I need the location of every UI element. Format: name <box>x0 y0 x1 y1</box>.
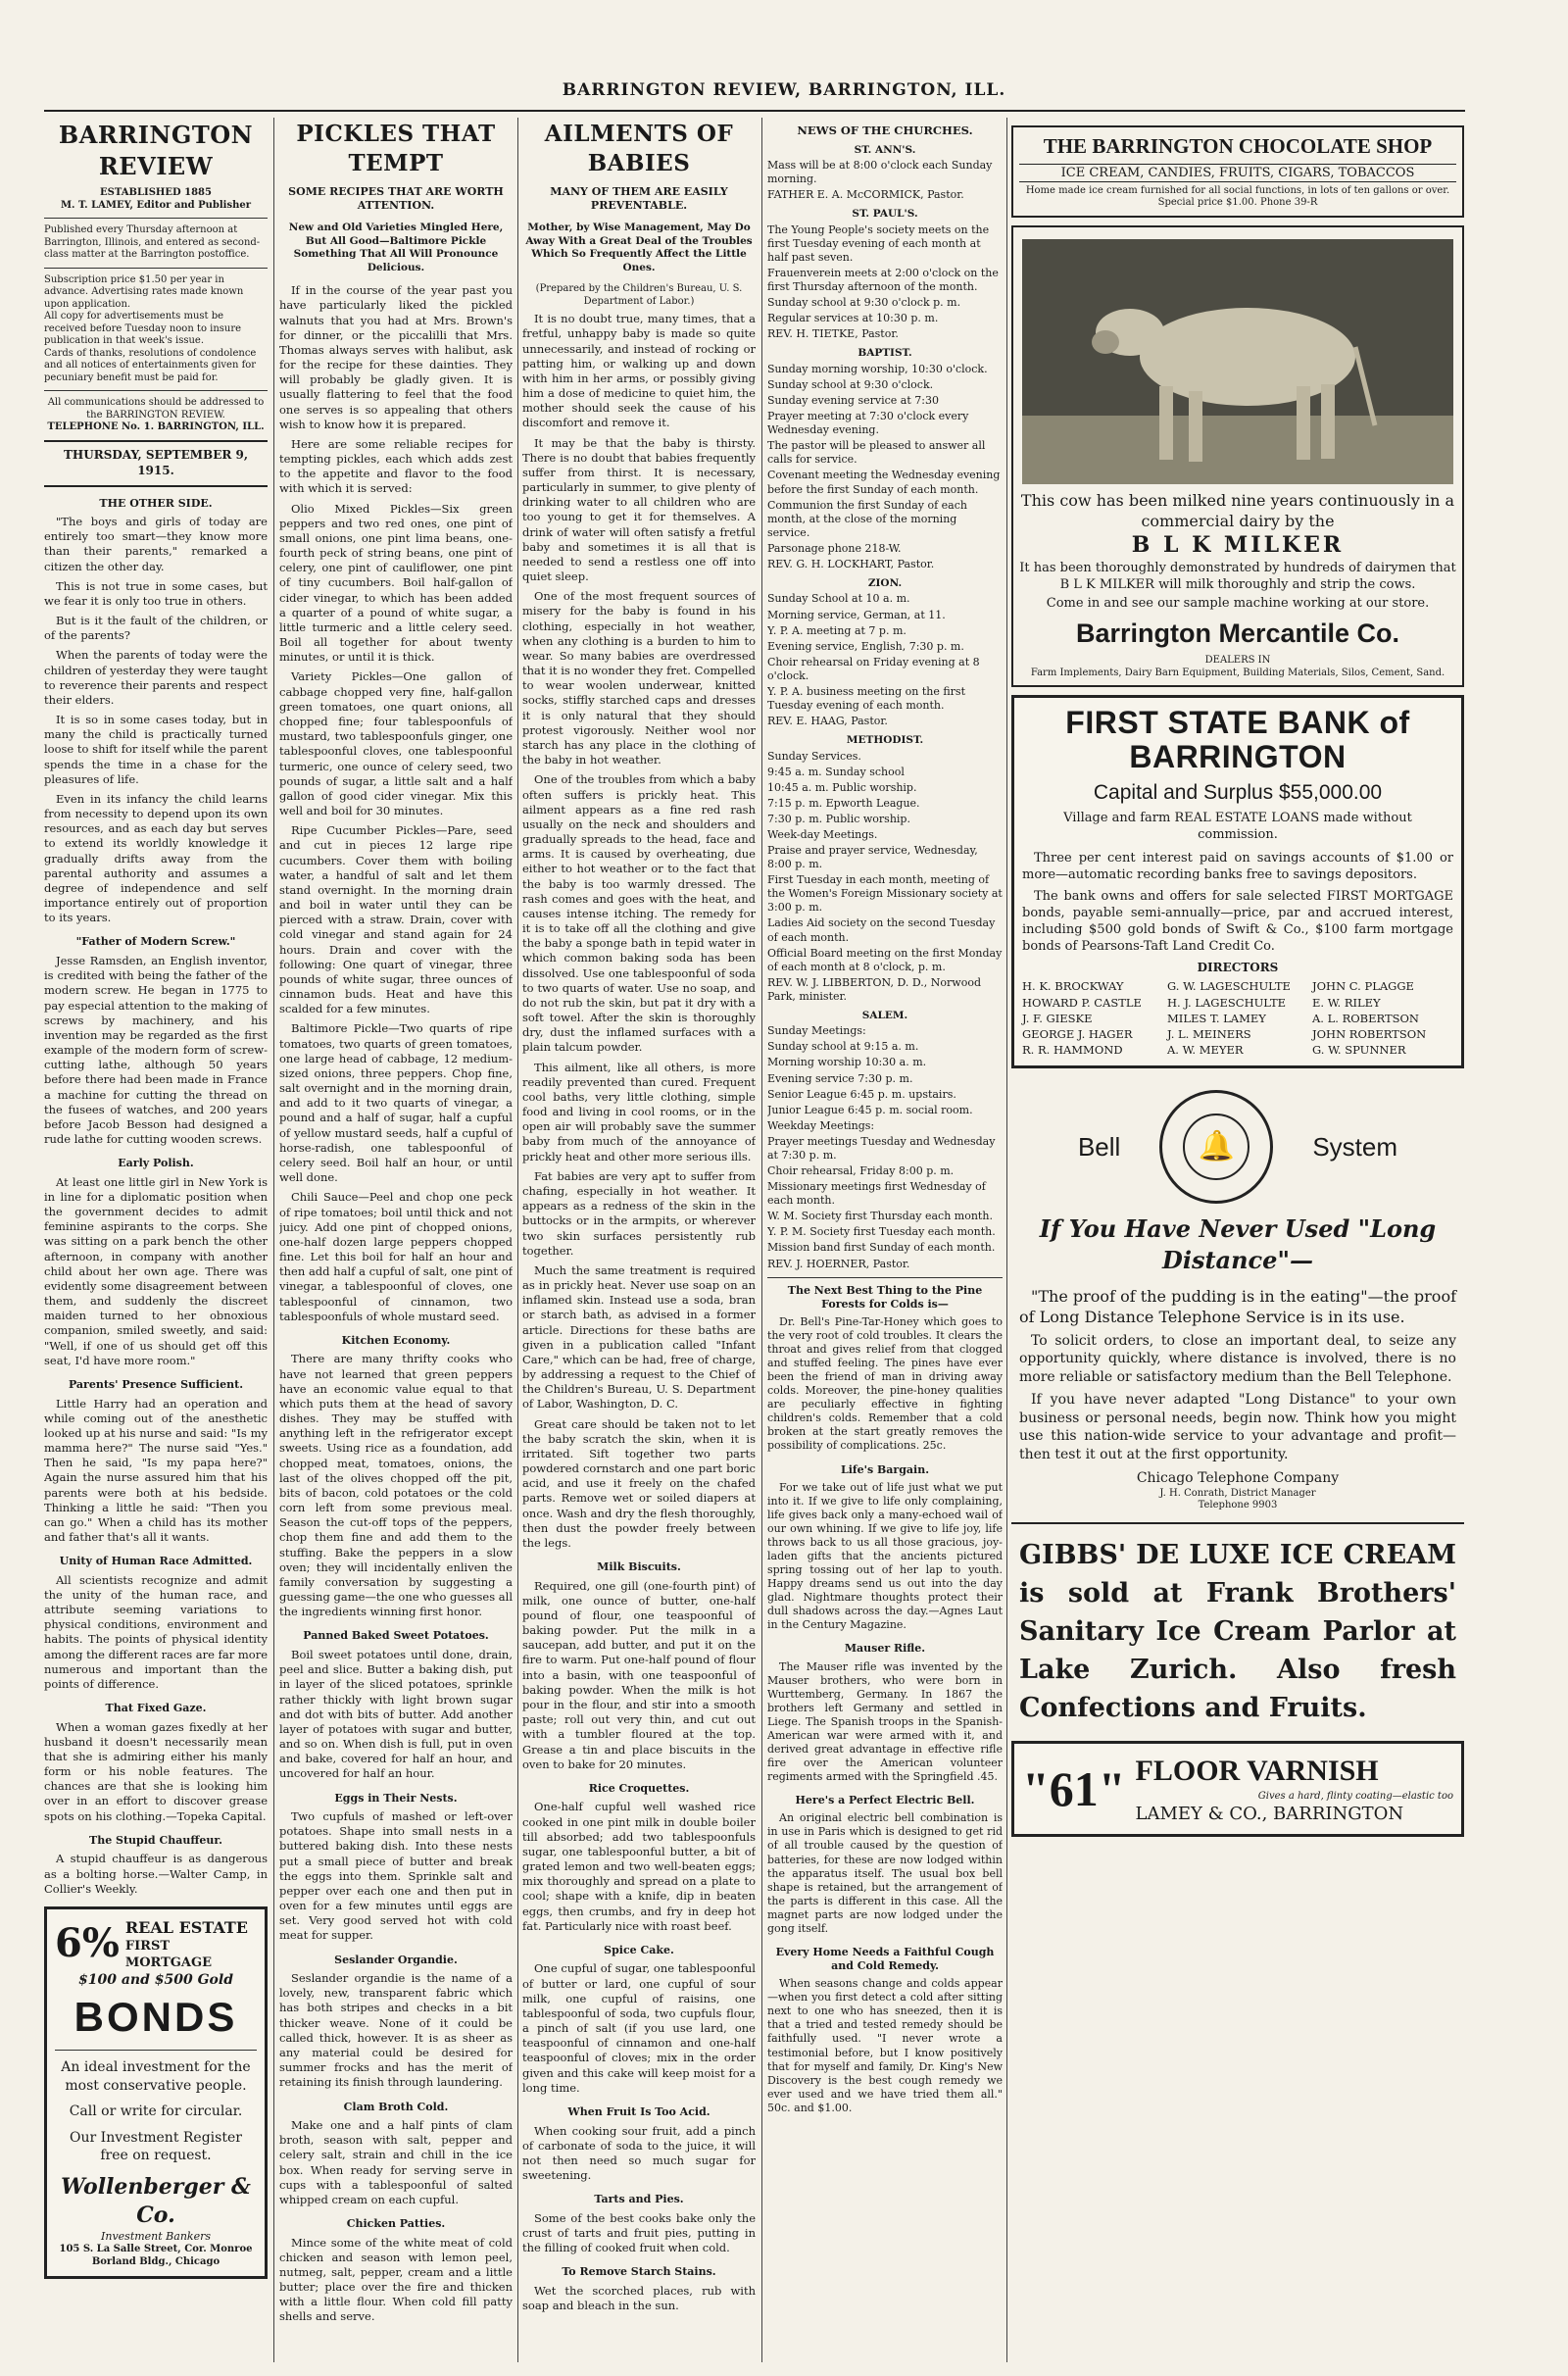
church-line: Ladies Aid society on the second Tuesday of each month. <box>767 916 996 944</box>
paragraph: Some of the best cooks bake only the crust of tarts and fruit pies, putting in the filling of cooked fruit when cold. <box>522 2210 756 2255</box>
mercantile-firm: Barrington Mercantile Co. <box>1075 618 1400 648</box>
mercantile-goods: Farm Implements, Dairy Barn Equipment, Building Materials, Silos, Cement, Sand. <box>1030 667 1446 678</box>
bond-percent: 6% <box>55 1920 120 1967</box>
bank-directors-grid <box>1022 979 1453 1058</box>
church-line: Evening service 7:30 p. m. <box>767 1071 913 1085</box>
column-rule <box>761 118 762 2362</box>
church-line: Sunday school at 9:15 a. m. <box>767 1040 919 1054</box>
church-line: Communion the first Sunday of each month, at the close of the morning service. <box>767 498 967 539</box>
paragraph: For we take out of life just what we put into it. If we give to life only complaining, life gives back only a many-echoed wail of our own whining. If we give to life joy, life throws back to us all those gracious, joy-laden gifts that the ancients pictured spring tossing out of her lap to youth. Happy dreams send us out into the day glad. Nightmare thoughts protect their dull shadows across the day.—Agnes Laut in the Century Magazine. <box>767 1480 1003 1632</box>
church-line: Y. P. M. Society first Tuesday each month. <box>767 1225 996 1239</box>
bell-p2: If you have never adapted "Long Distance" to your own business or personal needs, begin now. Think how you might use this nation-wide service to your advantage and profit—then test it out at the first opportunity. <box>1019 1392 1456 1462</box>
article-title: Milk Biscuits. <box>597 1560 681 1574</box>
bond-advertisement <box>44 1906 268 2279</box>
bell-system-row <box>1019 1090 1456 1204</box>
paragraph: But is it the fault of the children, or of the parents? <box>44 614 268 643</box>
article-title: "Father of Modern Screw." <box>75 935 236 949</box>
paragraph: It is no doubt true, many times, that a fretful, unhappy baby is made so quite unnecessarily, and instead of rocking or patting him, or walking up and down with him in her arms, or possibly giving him a dose of medicine to quiet him, the mother should seek the cause of his discomfort and remove it. <box>522 312 756 430</box>
church-line: Sunday school at 9:30 o'clock. <box>767 377 934 391</box>
mercantile-dealers: DEALERS IN <box>1204 655 1271 667</box>
church-line: 7:30 p. m. Public worship. <box>767 812 910 825</box>
paragraph: It may be that the baby is thirsty. There is no doubt that babies frequently suffer from thirst. It is necessary, particularly in summer, to give plenty of drinking water to all children who are too young to get it for themselves. A drink of water will often satisfy a fretful baby and sometimes it is all that is needed to send a restless one off into quiet sleep. <box>522 435 756 584</box>
bell-quote: "The proof of the pudding is in the eating"—the proof of Long Distance Telephone Service is in its use. <box>1019 1286 1456 1326</box>
milker-caption: This cow has been milked nine years continuously in a commercial dairy by the <box>1020 490 1455 530</box>
director-name: R. R. HAMMOND <box>1022 1043 1123 1058</box>
church-line: Sunday Meetings: <box>767 1024 866 1038</box>
paragraph: An original electric bell combination is in use in Paris which is designed to get rid of all trouble caused by the question of batteries, for these are now lodged within the apparatus itself. The usual box bell shape is retained, but the arrangement of the parts is different in this case. All the magnet parts are now lodged under the gong itself. <box>767 1811 1003 1935</box>
varnish-tagline: Gives a hard, flinty coating—elastic too <box>1257 1790 1453 1802</box>
director-name: J. L. MEINERS <box>1167 1026 1251 1041</box>
paragraph: Even in its infancy the child learns from necessity to depend upon its own resources, and as each day but serves to extend its worldly knowledge it gradually drifts away from the parental authority and assumes a degree of independence and self importance entirely out of proportion to its years. <box>44 791 268 925</box>
bank-loans: Village and farm REAL ESTATE LOANS made without commission. <box>1063 811 1412 843</box>
paragraph: All scientists recognize and admit the unity of the human race, and attribute seeming variations to physical conditions, environment and habits. The points of physical identity among the different races are far more numerous and important than the points of difference. <box>44 1572 268 1691</box>
paragraph: Baltimore Pickle—Two quarts of ripe tomatoes, two quarts of green tomatoes, one large head of cabbage, 12 medium-sized onions, three peppers. Chop fine, salt overnight and in the morning drain, and add to it two quarts of vinegar, a pound and a half of sugar, half a cupful of yellow mustard seeds, half a cupful of horse-radish, one tablespoonful of celery seed. Boil half an hour, or until well done. <box>279 1021 513 1185</box>
church-line: REV. J. HOERNER, Pastor. <box>767 1257 910 1270</box>
bank-title: FIRST STATE BANK of BARRINGTON <box>1065 705 1410 775</box>
bell-company: Chicago Telephone Company <box>1136 1470 1340 1487</box>
established: ESTABLISHED 1885 <box>100 187 212 199</box>
church-line: The Young People's society meets on the first Tuesday evening of each month at half past seven. <box>767 223 990 264</box>
church-heading: ZION. <box>867 576 903 589</box>
director-name: G. W. SPUNNER <box>1312 1043 1406 1058</box>
director-name: MILES T. LAMEY <box>1167 1011 1266 1025</box>
bell-headline: If You Have Never Used "Long Distance"— <box>1039 1214 1437 1274</box>
bell-manager: J. H. Conrath, District Manager <box>1159 1487 1316 1499</box>
column-3 <box>522 118 756 2362</box>
paragraph: Jesse Ramsden, an English inventor, is credited with being the father of the modern screw. He began in 1775 to pay especial attention to the making of screws by machinery, and his invention may be regarded as the first example of the modern form of screw-cutting lathe, although 50 years before there had been made in France a machine for cutting the thread on the fusees of watches, and 200 years before Jacob Besson had designed a rude lathe for cutting wooden screws. <box>44 954 268 1147</box>
article-title: Early Polish. <box>118 1157 194 1170</box>
paragraph: Great care should be taken not to let the baby scratch the skin, when it is irritated. Sift together two parts powdered cornstarch and one part boric acid, and use it freely on the chafed parts. Remove wet or soiled diapers at once. Wash and dry the flesh thoroughly, then dust the powder freely between the legs. <box>522 1416 756 1550</box>
article-title: Rice Croquettes. <box>588 1781 690 1795</box>
church-line: Y. P. A. meeting at 7 p. m. <box>767 623 906 637</box>
article-title: Here's a Perfect Electric Bell. <box>795 1794 975 1807</box>
article-title: Spice Cake. <box>604 1943 674 1956</box>
bell-p1: To solicit orders, to close an important deal, to seize any opportunity quickly, where distance is involved, there is no more reliable or satisfactory medium than the Bell Telephone. <box>1019 1332 1456 1385</box>
issue-date: THURSDAY, SEPTEMBER 9, 1915. <box>63 447 249 477</box>
article-title: Panned Baked Sweet Potatoes. <box>303 1629 489 1643</box>
column-rule <box>1006 118 1007 2362</box>
bond-register: Our Investment Register free on request. <box>70 2129 242 2164</box>
paragraph: Chili Sauce—Peel and chop one peck of ripe tomatoes; boil until thick and not juicy. Add one pint of chopped onions, one-half dozen large peppers chopped fine. Let this boil for half an hour and then add half a cupful of salt, one pint of vinegar, a tablespoonful of cloves, one tablespoonful of cinnamon, two tablespoonfuls of whole mustard seed. <box>279 1190 513 1323</box>
paragraph: If in the course of the year past you have particularly liked the pickled walnuts that you had at Mrs. Brown's for dinner, or the piccalilli that Mrs. Thomas always serves with halibut, ask for the recipe for these dainties. They will probably be gladly given. It is usually flattering to feel that the food one serves is so appealing that others wish to know how it is prepared. <box>279 283 513 431</box>
article-title: Tarts and Pies. <box>594 2193 684 2206</box>
director-name: H. J. LAGESCHULTE <box>1167 995 1287 1010</box>
article-title: Mauser Rifle. <box>844 1642 926 1656</box>
church-line: Evening service, English, 7:30 p. m. <box>767 639 964 653</box>
varnish-firm: LAMEY & CO., BARRINGTON <box>1135 1804 1404 1825</box>
paragraph: When seasons change and colds appear—when you first detect a cold after sitting next to one who has sneezed, then it is that a tried and tested remedy should be faithfully used. "I never wrote a testimonial before, but I know positively that for myself and family, Dr. King's New Discovery is the best cough remedy we ever used and we have tried them all." 50c. and $1.00. <box>767 1977 1003 2114</box>
church-line: Parsonage phone 218-W. <box>767 541 902 555</box>
article-subtitle: MANY OF THEM ARE EASILY PREVENTABLE. <box>550 184 728 213</box>
church-line: Junior League 6:45 p. m. social room. <box>767 1103 973 1116</box>
article-headline: AILMENTS OF BABIES <box>544 121 734 177</box>
paragraph: It is so in some cases today, but in many the child is practically turned loose to shift for itself while the parent spends the time in a chase for the pleasures of life. <box>44 713 268 786</box>
church-line: Missionary meetings first Wednesday of each month. <box>767 1180 986 1208</box>
paragraph: "The boys and girls of today are entirely too smart—they know more than their parents," remarked a citizen the other day. <box>44 515 268 573</box>
church-line: 9:45 a. m. Sunday school <box>767 765 905 778</box>
bond-line1: REAL ESTATE <box>124 1917 248 1937</box>
article-title: Unity of Human Race Admitted. <box>59 1555 253 1568</box>
paragraph: Variety Pickles—One gallon of cabbage chopped very fine, half-gallon green tomatoes, one quart onions, all chopped fine; four tablespoonfuls of mustard, two tablespoonfuls ginger, one tablespoonful cloves, one tablespoonful turmeric, one ounce of celery seed, two pounds of sugar, a little salt and a half gallon of good cider vinegar. Mix this well and boil for 30 minutes. <box>279 669 513 818</box>
communications: All communications should be addressed to the BARRINGTON REVIEW. <box>47 397 265 421</box>
cards-note: Cards of thanks, resolutions of condolence and all notices of entertainments given for pecuniary benefit must be paid for. <box>44 347 257 383</box>
church-line: Regular services at 10:30 p. m. <box>767 312 939 325</box>
director-name: GEORGE J. HAGER <box>1022 1026 1133 1041</box>
bank-capital: Capital and Surplus $55,000.00 <box>1093 780 1383 804</box>
church-heading: ST. ANN'S. <box>854 143 916 156</box>
church-line: REV. H. TIETKE, Pastor. <box>767 327 899 341</box>
top-rule <box>44 110 1465 112</box>
article-title: Chicken Patties. <box>346 2217 446 2231</box>
church-line: The pastor will be pleased to answer all calls for service. <box>767 439 986 467</box>
column-2 <box>279 118 513 2362</box>
paragraph: When the parents of today were the children of yesterday they were taught to reverence their parents and respect their elders. <box>44 648 268 707</box>
director-name: E. W. RILEY <box>1312 995 1381 1010</box>
director-name: JOHN ROBERTSON <box>1312 1026 1427 1041</box>
bell-logo-icon <box>1159 1090 1273 1204</box>
chocolate-shop-title: THE BARRINGTON CHOCOLATE SHOP <box>1043 134 1433 158</box>
director-name: G. W. LAGESCHULTE <box>1167 979 1291 994</box>
paragraph: Much the same treatment is required as in prickly heat. Never use soap on an inflamed skin. Instead use a soda, bran or starch bath, as advised in a former article. Directions for these baths are given in a publication called "Infant Care," which can be had, free of charge, by addressing a request to the Chief of the Children's Bureau, U. S. Department of Labor, Washington, D. C. <box>522 1262 756 1411</box>
bell-right-word: System <box>1312 1132 1398 1163</box>
article-title: Seslander Organdie. <box>334 1953 458 1966</box>
church-line: Sunday Services. <box>767 749 861 763</box>
varnish-number: "61" <box>1022 1761 1126 1817</box>
church-line: Frauenverein meets at 2:00 o'clock on the first Thursday afternoon of the month. <box>767 267 999 294</box>
article-subtitle: SOME RECIPES THAT ARE WORTH ATTENTION. <box>288 184 504 213</box>
church-line: Morning service, German, at 11. <box>767 608 946 621</box>
paragraph: One of the troubles from which a baby often suffers is prickly heat. This ailment appears as a fine red rash usually on the neck and shoulders and gradually spreads to the head, face and arms. It is caused by overheating, due either to hot weather or to the fact that the baby is too warmly dressed. The rash comes and goes with the heat, and causes intense itching. The remedy for it is to take off all the clothing and give the baby a sponge bath in tepid water in which common baking soda has been dissolved. Use one tablespoonful of soda to two quarts of water. Use no soap, and do not rub the skin, but pat it dry with a soft towel. After the skin is thoroughly dry, dust the inflamed surfaces with a plain talcum powder. <box>522 772 756 1055</box>
church-line: Mass will be at 8:00 o'clock each Sunday morning. <box>767 159 993 186</box>
article-title: To Remove Starch Stains. <box>562 2265 716 2279</box>
church-line: Official Board meeting on the first Monday of each month at 8 o'clock, p. m. <box>767 946 1003 973</box>
paragraph: Two cupfuls of mashed or left-over potatoes. Shape into small nests in a buttered baking dish. Into these nests put a small piece of butter and break the eggs into them. Sprinkle salt and pepper over each one and then put in oven for a few minutes until eggs are set. Very good served hot with cold meat for supper. <box>279 1809 513 1943</box>
director-name: H. K. BROCKWAY <box>1022 979 1124 994</box>
bond-firm: Wollenberger & Co. <box>61 2173 251 2228</box>
article-title: THE OTHER SIDE. <box>99 496 213 510</box>
chocolate-shop-ad <box>1011 125 1464 218</box>
churches-title: NEWS OF THE CHURCHES. <box>797 124 973 137</box>
paper-title: BARRINGTON REVIEW <box>58 121 254 180</box>
director-name: JOHN C. PLAGGE <box>1312 979 1414 994</box>
chocolate-shop-line: ICE CREAM, CANDIES, FRUITS, CIGARS, TOBACCOS <box>1019 164 1456 182</box>
paragraph: One cupful of sugar, one tablespoonful of butter or lard, one cupful of sour milk, one cupful of raisins, one tablespoonful of soda, two cupfuls flour, a pinch of salt (if you use lard, one teaspoonful of cinnamon and one-half teaspoonful of cloves; mix in the order given and this cake will keep moist for a long time. <box>522 1961 756 2095</box>
article-title: Clam Broth Cold. <box>343 2100 449 2113</box>
bell-icon: 🔔 <box>1183 1114 1250 1180</box>
paragraph: Olio Mixed Pickles—Six green peppers and two red ones, one pint of small onions, one pint lima beans, one-fourth peck of string beans, one pint of celery, one pint of cauliflower, one pint of tiny cucumbers. Boil half-gallon of cider vinegar, to which has been added a quarter of a pound of white sugar, a little turmeric and a little celery seed. Boil all together for about twenty minutes, or until it is thick. <box>279 501 513 665</box>
article-deck: Mother, by Wise Management, May Do Away With a Great Deal of the Troubles Which So Frequently Affect the Little Ones. <box>525 221 753 274</box>
article-title: Life's Bargain. <box>840 1462 930 1476</box>
bank-directors-heading: DIRECTORS <box>1197 960 1279 974</box>
varnish-title: FLOOR VARNISH <box>1135 1755 1379 1788</box>
director-name: HOWARD P. CASTLE <box>1022 995 1142 1010</box>
director-name: A. W. MEYER <box>1167 1043 1244 1058</box>
article-title: When Fruit Is Too Acid. <box>567 2104 710 2118</box>
church-line: Sunday evening service at 7:30 <box>767 394 939 408</box>
church-heading: METHODIST. <box>846 734 924 747</box>
rates: Subscription price $1.50 per year in advance. Advertising rates made known upon application. <box>44 273 244 310</box>
church-line: Choir rehearsal, Friday 8:00 p. m. <box>767 1164 955 1178</box>
church-line: Sunday morning worship, 10:30 o'clock. <box>767 362 988 375</box>
chocolate-shop-note: Home made ice cream furnished for all social functions, in lots of ten gallons or over. Special price $1.00. Phone 39-R <box>1025 184 1450 209</box>
bonds-heading: BONDS <box>74 1993 238 2040</box>
church-heading: ST. PAUL'S. <box>852 208 918 221</box>
bond-firm-sub: Investment Bankers <box>101 2229 211 2243</box>
article-title: Eggs in Their Nests. <box>334 1791 458 1805</box>
paragraph: One-half cupful well washed rice cooked in one pint milk in double boiler till absorbed; add two tablespoonfuls sugar, one tablespoonful butter, a bit of grated lemon and two well-beaten eggs; mix thoroughly and spread on a plate to cool; shape with a knife, dip in beaten eggs, then crumbs, and fry in deep hot fat. Particularly nice with roast beef. <box>522 1800 756 1933</box>
paragraph: Seslander organdie is the name of a lovely, new, transparent fabric which has both stripes and checks in a bit thicker weave. None of it could be called thick, however. It is as sheer as any material could be desired for summer frocks and has the merit of retaining its finish through laundering. <box>279 1971 513 2090</box>
cow-illustration <box>1022 239 1453 484</box>
editor: M. T. LAMEY, Editor and Publisher <box>60 199 252 211</box>
church-line: Y. P. A. business meeting on the first Tuesday evening of each month. <box>767 684 965 712</box>
church-line: Mission band first Sunday of each month. <box>767 1241 996 1255</box>
column-1 <box>44 118 268 2362</box>
cow-photo <box>1022 239 1453 484</box>
church-line: 10:45 a. m. Public worship. <box>767 780 917 794</box>
paragraph: There are many thrifty cooks who have not learned that green peppers have an economic value equal to that which puts them at the head of savory dishes. They may be stuffed with anything left in the refrigerator except sweets. Using rice as a foundation, add chopped meat, tomatoes, onions, the last of the olives chopped off the pit, bits of bacon, cold potatoes or the cold corn left from some previous meal. Season the cut-off tops of the peppers, chop them fine and add them to the stuffing. Bake the peppers in a slow oven; they will incidentally enliven the family conversation by suggesting a guessing game—the one who guesses all the ingredients winning first honor. <box>279 1352 513 1619</box>
milker-invite: Come in and see our sample machine working at our store. <box>1046 596 1430 612</box>
paragraph: A stupid chauffeur is as dangerous as a bolting horse.—Walter Camp, in Collier's Weekly. <box>44 1852 268 1896</box>
paragraph: Ripe Cucumber Pickles—Pare, seed and cut in pieces 12 large ripe cucumbers. Cover them with boiling water, a handful of salt and let them stand overnight. In the morning drain and boil in water until they can be pierced with a straw. Drain, cover with cold vinegar and stand again for 24 hours. Drain and cover with the following: One quart of vinegar, three pounds of white sugar, three ounces of cinnamon buds. Heat and have this scalded for a few minutes. <box>279 823 513 1016</box>
paragraph: Little Harry had an operation and while coming out of the anesthetic looked up at his nurse and said: "Is my mamma here?" The nurse said "Yes." Then he said, "Is my papa here?" Again the nurse assured him that his parents were both at his bedside. Thinking a little he said: "Then you can go." When a child has its mother and father that's all it wants. <box>44 1396 268 1545</box>
director-name: A. L. ROBERTSON <box>1312 1011 1419 1025</box>
church-line: REV. E. HAAG, Pastor. <box>767 715 888 728</box>
bank-interest: Three per cent interest paid on savings accounts of $1.00 or more—automatic recording banks free to savings depositors. <box>1022 850 1453 882</box>
article-title: The Next Best Thing to the Pine Forests for Colds is— <box>787 1283 983 1311</box>
paragraph: Here are some reliable recipes for tempting pickles, each which adds zest to the appetite and flavor to the food with which it is served: <box>279 436 513 496</box>
church-line: Prayer meeting at 7:30 o'clock every Wednesday evening. <box>767 410 969 437</box>
bond-line3: $100 and $500 Gold <box>78 1972 233 1989</box>
church-line: Week-day Meetings. <box>767 827 878 841</box>
paragraph: Required, one gill (one-fourth pint) of milk, one ounce of butter, one-half pound of flour, one teaspoonful of baking powder. Put the milk in a saucepan, add butter, and put it on the fire to warm. Put one-half pound of flour into a basin, with one teaspoonful of baking powder. When the milk is hot pour in the flour, and stir into a smooth paste; roll out very thin, and cut out with a tumbler floured at the top. Grease a tin and place biscuits in the oven to bake for 20 minutes. <box>522 1578 756 1771</box>
column-rule <box>517 118 518 2362</box>
paragraph: Make one and a half pints of clam broth, season with salt, pepper and celery salt, strain and chill in the ice box. When ready for serving serve in cups with a tablespoonful of salted whipped cream on each cupful. <box>279 2118 513 2206</box>
director-name: J. F. GIESKE <box>1022 1011 1093 1025</box>
paragraph: This is not true in some cases, but we fear it is only too true in others. <box>44 578 268 608</box>
telephone: TELEPHONE No. 1. BARRINGTON, ILL. <box>47 421 265 433</box>
church-line: Prayer meetings Tuesday and Wednesday at 7:30 p. m. <box>767 1134 996 1162</box>
paragraph: The Mauser rifle was invented by the Mauser brothers, who were born in Wurttemberg, Germany. In 1867 the brothers left Germany and settled in Liege. The Spanish troops in the Spanish-American war were armed with it, and derived great advantage in effective rifle fire over the American volunteer regiments armed with the Springfield .45. <box>767 1659 1003 1784</box>
church-line: W. M. Society first Thursday each month. <box>767 1210 993 1223</box>
column-5-ads <box>1011 118 1464 2362</box>
bell-left-word: Bell <box>1077 1132 1121 1163</box>
church-line: FATHER E. A. McCORMICK, Pastor. <box>767 188 964 202</box>
masthead: BARRINGTON REVIEW, BARRINGTON, ILL. <box>562 80 1006 100</box>
paragraph: Dr. Bell's Pine-Tar-Honey which goes to the very root of cold troubles. It clears the throat and gives relief from that clogged and stuffed feeling. The pines have ever been the friend of man in driving away colds. Moreover, the pine-honey qualities are peculiarly effective in fighting children's colds. Remember that a cold broken at the start greatly removes the possibility of complications. 25c. <box>767 1314 1003 1453</box>
column-rule <box>273 118 274 2362</box>
publication-note: Published every Thursday afternoon at Barrington, Illinois, and entered as second-class matter at the Barrington postoffice. <box>44 224 261 261</box>
paragraph: This ailment, like all others, is more readily prevented than cured. Frequent cool baths, very little clothing, simple food and living in cool rooms, or in the open air will probably save the summer baby from much of the annoyance of prickly heat and other more serious ills. <box>522 1060 756 1163</box>
column-4 <box>767 118 1003 2362</box>
milker-brand: B L K MILKER <box>1131 532 1345 559</box>
church-line: REV. G. H. LOCKHART, Pastor. <box>767 557 935 570</box>
church-line: Senior League 6:45 p. m. upstairs. <box>767 1087 956 1101</box>
bank-ad <box>1011 695 1464 1068</box>
church-heading: SALEM. <box>861 1009 908 1021</box>
gibbs-ice-cream-ad: GIBBS' DE LUXE ICE CREAM is sold at Frank Brothers' Sanitary Ice Cream Parlor at Lake Zurich. Also fresh Confections and Fruits. <box>1019 1539 1456 1724</box>
article-title: That Fixed Gaze. <box>105 1702 207 1715</box>
article-deck: New and Old Varieties Mingled Here, But All Good—Baltimore Pickle Something That All Will Pronounce Delicious. <box>288 221 504 274</box>
copy-note: All copy for advertisements must be received before Tuesday noon to insure publication in that week's issue. <box>44 311 242 347</box>
paragraph: One of the most frequent sources of misery for the baby is found in his clothing, especially in hot weather, when any clothing is a burden to him to wear. So many babies are overdressed that it is no wonder they fret. Compelled to wear woolen underwear, knitted socks, stiffly starched caps and dresses it is only natural that they should protest vigorously. Neither wool nor starch has any place in the clothing of the baby in hot weather. <box>522 589 756 767</box>
paragraph: Mince some of the white meat of cold chicken and season with lemon peel, nutmeg, salt, pepper, cream and a little butter; place over the fire and thicken with a little flour. When cold fill patty shells and serve. <box>279 2235 513 2324</box>
bond-line2: FIRST MORTGAGE <box>124 1938 213 1971</box>
church-line: Sunday school at 9:30 o'clock p. m. <box>767 296 961 310</box>
article-title: Every Home Needs a Faithful Cough and Cold Remedy. <box>775 1946 995 1973</box>
church-heading: BAPTIST. <box>858 347 912 360</box>
church-line: Covenant meeting the Wednesday evening before the first Sunday of each month. <box>767 469 1001 496</box>
church-line: Weekday Meetings: <box>767 1118 875 1132</box>
article-title: The Stupid Chauffeur. <box>89 1833 222 1847</box>
bond-address: 105 S. La Salle Street, Cor. Monroe Borland Bldg., Chicago <box>59 2244 253 2267</box>
church-line: Choir rehearsal on Friday evening at 8 o'clock. <box>767 655 980 682</box>
church-line: REV. W. J. LIBBERTON, D. D., Norwood Park, minister. <box>767 975 982 1003</box>
paragraph: Wet the scorched places, rub with soap and bleach in the sun. <box>522 2283 756 2312</box>
varnish-ad <box>1011 1741 1464 1837</box>
bank-mortgage: The bank owns and offers for sale selected FIRST MORTGAGE bonds, payable semi-annually—price, par and accrued interest, including $500 gold bonds of Swift & Co., $100 farm mortgage bonds of Pearsons-Taft Land Credit Co. <box>1022 888 1453 955</box>
bell-phone: Telephone 9903 <box>1198 1500 1278 1511</box>
paragraph: Boil sweet potatoes until done, drain, peel and slice. Butter a baking dish, put in layer of the sliced potatoes, sprinkle rather thickly with light brown sugar and dot with bits of butter. Add another layer of potatoes with sugar and butter, and so on. When dish is full, put in oven and bake, covered for half an hour, and uncovered for half an hour. <box>279 1648 513 1781</box>
prepared-by: (Prepared by the Children's Bureau, U. S. Department of Labor.) <box>535 283 743 307</box>
milker-text: It has been thoroughly demonstrated by hundreds of dairymen that B L K MILKER will milk thoroughly and strip the cows. <box>1019 561 1456 593</box>
church-line: Sunday School at 10 a. m. <box>767 592 910 606</box>
church-line: First Tuesday in each month, meeting of the Women's Foreign Missionary society at 3:00 p. m. <box>767 873 1003 915</box>
church-line: Morning worship 10:30 a. m. <box>767 1056 927 1069</box>
paragraph: When cooking sour fruit, add a pinch of carbonate of soda to the juice, it will not then need so much sugar for sweetening. <box>522 2123 756 2183</box>
article-title: Kitchen Economy. <box>341 1333 451 1347</box>
paragraph: When a woman gazes fixedly at her husband it doesn't necessarily mean that she is admiring either his manly form or his noble features. The chances are that she is looking him over in an effort to discover grease spots on his clothing.—Topeka Capital. <box>44 1719 268 1823</box>
article-title: Parents' Presence Sufficient. <box>68 1377 244 1391</box>
church-line: Praise and prayer service, Wednesday, 8:00 p. m. <box>767 844 978 871</box>
bell-telephone-ad <box>1011 1076 1464 1515</box>
church-line: 7:15 p. m. Epworth League. <box>767 796 920 810</box>
paragraph: At least one little girl in New York is in line for a diplomatic position when the government decides to admit feminine aspirants to the corps. She was sitting on a park bench the other afternoon, in company with another child about her own age. There was evidently some disagreement between them, and suddenly the discreet maiden turned to her obnoxious companion, smiled sweetly, and said: "Well, if one of us should get off this seat, I'd have more room." <box>44 1174 268 1367</box>
bond-desc: An ideal investment for the most conservative people. <box>61 2059 251 2094</box>
milker-ad <box>1011 225 1464 687</box>
paragraph: Fat babies are very apt to suffer from chafing, especially in hot weather. It appears as a redness of the skin in the buttocks or in the armpits, or wherever two skin surfaces persistently rub together. <box>522 1168 756 1258</box>
bond-call: Call or write for circular. <box>69 2104 243 2120</box>
article-headline: PICKLES THAT TEMPT <box>296 121 496 177</box>
